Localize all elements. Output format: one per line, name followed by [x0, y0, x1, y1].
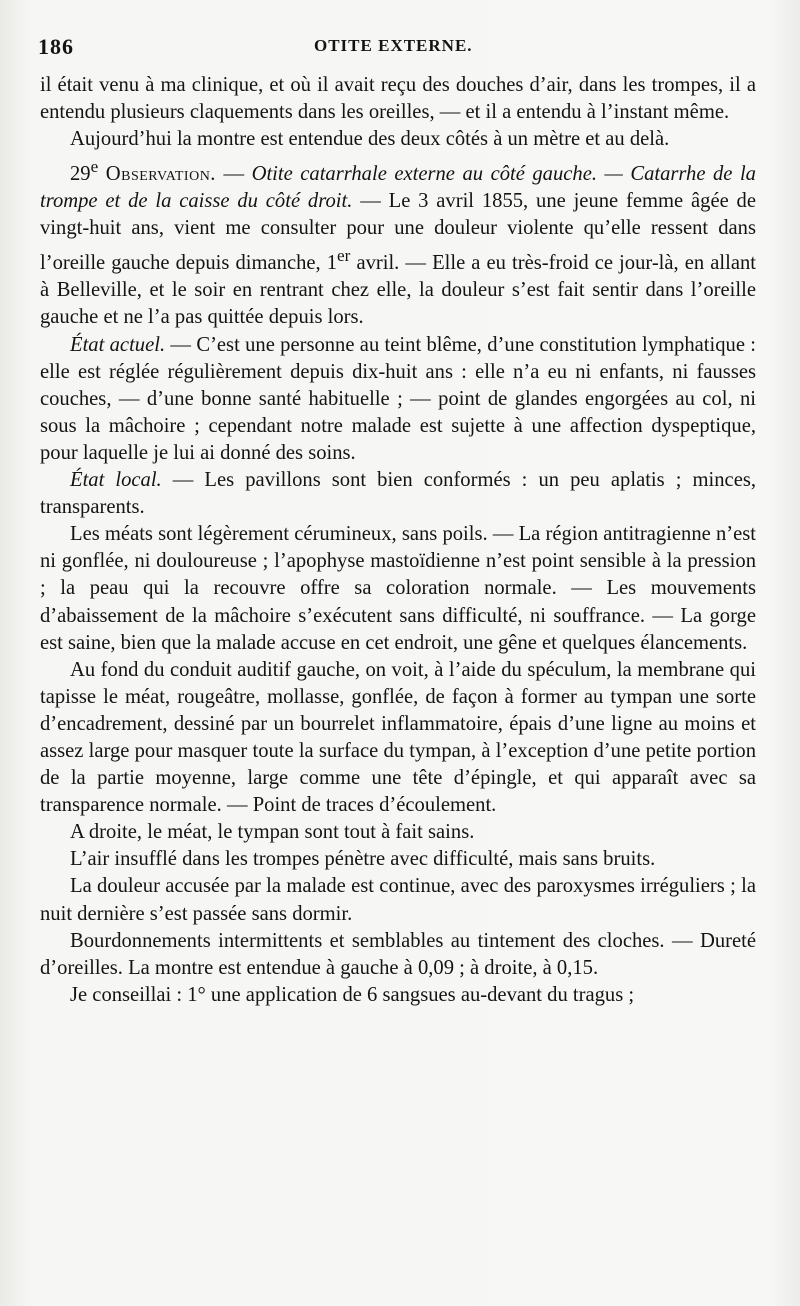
- text-run: — Le 3 avril 1855, une jeune femme âgée de vingt-huit ans, vient me consulter pour une douleur violente qu’elle ressent dans l’oreille gauche depuis dimanche, 1: [40, 190, 756, 275]
- paragraph: [40, 126, 756, 153]
- text-run: Les méats sont légèrement cérumineux, sans poils. — La région antitragienne n’est ni gonflée, ni douloureuse ; l’apophyse mastoïdienne n’est point sensible à la pression ; la peau qui la recouvre offre sa coloration normale. — Les mouvements d’abaissement de la mâchoire s’exécutent sans difficulté, ni souffrance. — La gorge est saine, bien que la malade accuse en cet endroit, une gêne et quelques élancements.: [40, 523, 756, 654]
- paragraph: [40, 521, 756, 656]
- text-run: A droite, le méat, le tympan sont tout à fait sains.: [70, 821, 475, 844]
- paragraph: [40, 153, 756, 331]
- text-run: Bourdonnements intermittents et semblables au tintement des cloches. — Dureté d’oreilles. La montre est entendue à gauche à 0,09 ; à droite, à 0,15.: [40, 929, 756, 979]
- paragraph: [40, 332, 756, 467]
- text-run: Je conseillai : 1° une application de 6 sangsues au-devant du tragus ;: [70, 983, 635, 1006]
- text-run: L’air insufflé dans les trompes pénètre avec difficulté, mais sans bruits.: [70, 848, 656, 871]
- paragraph: [40, 819, 756, 846]
- text-run: il était venu à ma clinique, et où il avait reçu des douches d’air, dans les trompes, il a entendu plusieurs claquements dans les oreilles, — et il a entendu à l’instant même.: [40, 74, 756, 124]
- page-number: 186: [38, 34, 74, 59]
- paragraph: [40, 982, 756, 1009]
- superscript-text: er: [337, 246, 351, 266]
- text-run: Au fond du conduit auditif gauche, on voit, à l’aide du spéculum, la membrane qui tapisse le méat, rougeâtre, mollasse, gonflée, de façon à former au tympan une sorte d’encadrement, dessiné par un bourrelet inflammatoire, épais d’une ligne au moins et assez large pour masquer toute la surface du tympan, à l’exception d’une petite portion de la partie moyenne, large comme une tête d’épingle, et qui apparaît avec sa transparence normale. — Point de traces d’écoulement.: [40, 658, 756, 817]
- page-header: [38, 34, 760, 60]
- paragraph: [40, 657, 756, 820]
- page-body-text: [40, 72, 756, 1009]
- text-run: Aujourd’hui la montre est entendue des deux côtés à un mètre et au delà.: [70, 128, 670, 151]
- paragraph: [40, 928, 756, 982]
- smallcaps-text: Observation.: [105, 163, 216, 186]
- paragraph: [40, 873, 756, 927]
- text-run: [98, 163, 106, 185]
- italic-text: Otite catarrhale externe au côté gauche. — Catarrhe de la trompe et de la caisse du côté droit.: [40, 163, 756, 213]
- paragraph: [40, 846, 756, 873]
- italic-text: État local.: [70, 469, 162, 492]
- text-run: — C’est une personne au teint blême, d’une constitution lymphatique : elle est réglée régulièrement depuis dix-huit ans : elle n’a eu ni enfants, ni fausses couches, — d’une bonne santé habituelle ; — point de glandes engorgées au col, ni sous la mâchoire ; cependant notre malade est sujette à une affection dyspeptique, pour laquelle je lui ai donné des soins.: [40, 333, 756, 464]
- italic-text: État actuel.: [70, 333, 166, 356]
- text-run: —: [215, 163, 252, 186]
- text-run: 29: [70, 163, 91, 186]
- text-run: — Les pavillons sont bien conformés : un peu aplatis ; minces, transparents.: [40, 469, 756, 519]
- paragraph: [40, 467, 756, 521]
- running-title: OTITE EXTERNE.: [314, 36, 473, 55]
- paragraph: [40, 72, 756, 126]
- text-run: La douleur accusée par la malade est continue, avec des paroxysmes irréguliers ; la nuit dernière s’est passée sans dormir.: [40, 875, 756, 925]
- text-run: avril. — Elle a eu très-froid ce jour-là, en allant à Belleville, et le soir en rentrant chez elle, la douleur s’est fait sentir dans l’oreille gauche et ne l’a pas quittée depuis lors.: [40, 252, 757, 329]
- superscript-text: e: [90, 157, 99, 177]
